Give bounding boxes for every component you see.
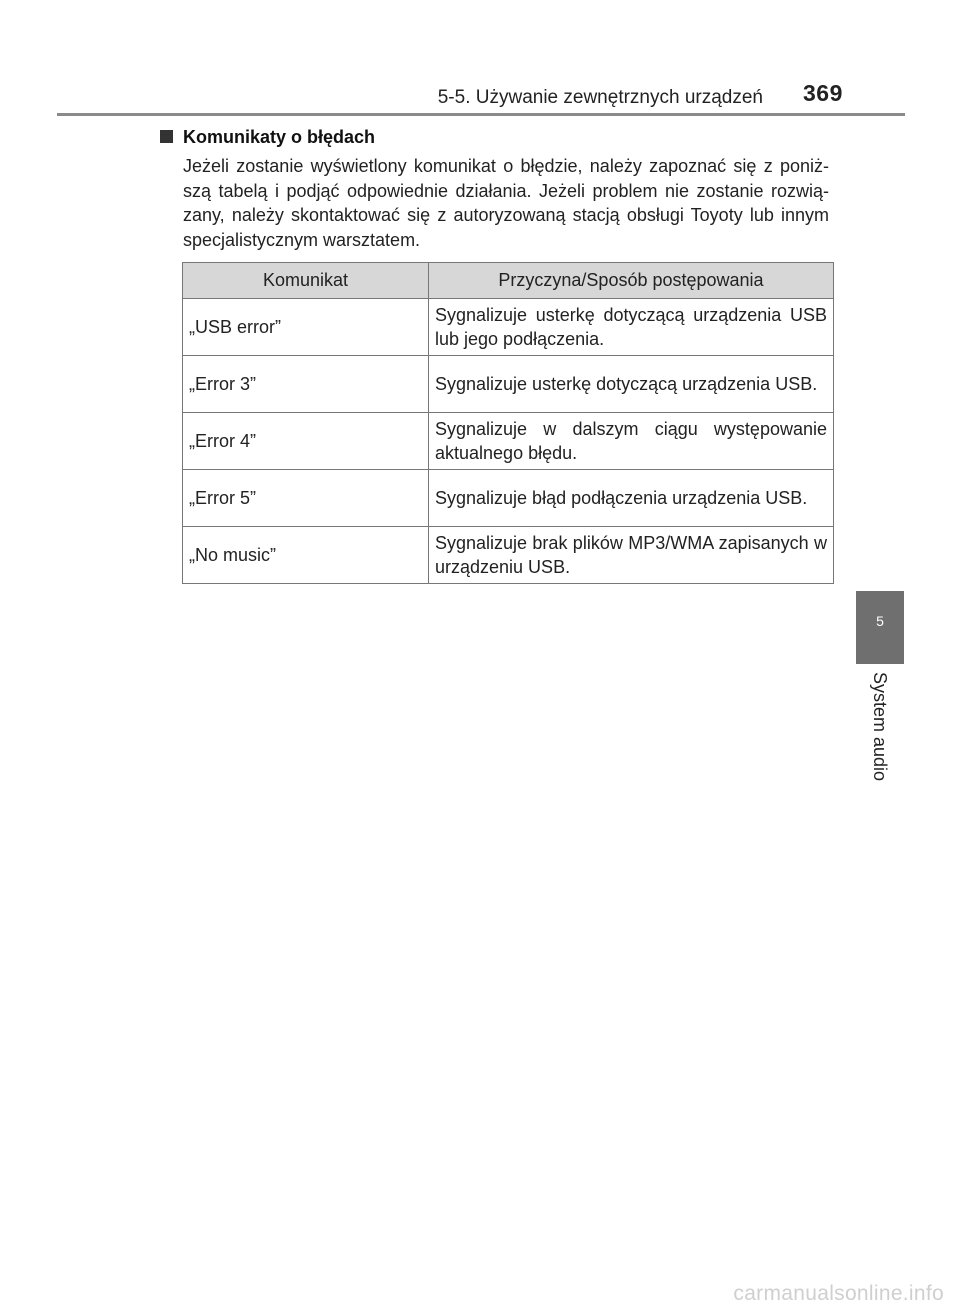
chapter-label-text: System audio <box>870 672 890 782</box>
page-header <box>0 0 960 116</box>
table-row <box>183 356 834 413</box>
message-cell: „Error 3” <box>183 356 429 413</box>
cause-cell: Sygnalizuje błąd podłączenia urządzenia USB. <box>429 470 834 527</box>
table-row <box>183 527 834 584</box>
table-row <box>183 470 834 527</box>
intro-paragraph <box>183 154 829 252</box>
message-cell: „Error 5” <box>183 470 429 527</box>
table-row <box>183 299 834 356</box>
message-cell: „USB error” <box>183 299 429 356</box>
chapter-label <box>868 672 890 792</box>
watermark: carmanualsonline.info <box>733 1282 944 1305</box>
section-heading-text: Komunikaty o błędach <box>183 127 376 147</box>
page-number: 369 <box>803 80 843 106</box>
intro-line: zany, należy skontaktować się z autoryzowaną stacją obsługi Toyoty lub innym <box>183 205 829 225</box>
square-bullet-icon <box>160 130 173 143</box>
cause-cell: Sygnalizuje brak plików MP3/WMA zapisanych w urządzeniu USB. <box>429 527 834 584</box>
intro-line: Jeżeli zostanie wyświetlony komunikat o błędzie, należy zapoznać się z poniż- <box>183 156 829 176</box>
cause-cell: Sygnalizuje w dalszym ciągu występowanie aktualnego błędu. <box>429 413 834 470</box>
table-row <box>183 413 834 470</box>
intro-line: specjalistycznym warsztatem. <box>183 229 421 250</box>
chapter-number: 5 <box>876 613 884 629</box>
error-messages-table <box>182 262 834 584</box>
cause-cell: Sygnalizuje usterkę dotyczącą urządzenia USB. <box>429 356 834 413</box>
section-heading <box>160 127 375 148</box>
column-header-cause: Przyczyna/Sposób postępowania <box>429 263 834 299</box>
chapter-tab <box>856 591 904 664</box>
message-cell: „No music” <box>183 527 429 584</box>
message-cell: „Error 4” <box>183 413 429 470</box>
header-divider <box>57 113 905 116</box>
table-header-row <box>183 263 834 299</box>
cause-cell: Sygnalizuje usterkę dotyczącą urządzenia USB lub jego podłączenia. <box>429 299 834 356</box>
intro-line: szą tabelą i podjąć odpowiednie działania. Jeżeli problem nie zostanie rozwią- <box>183 180 829 201</box>
section-title: 5-5. Używanie zewnętrznych urządzeń <box>437 87 763 108</box>
column-header-message: Komunikat <box>183 263 429 299</box>
